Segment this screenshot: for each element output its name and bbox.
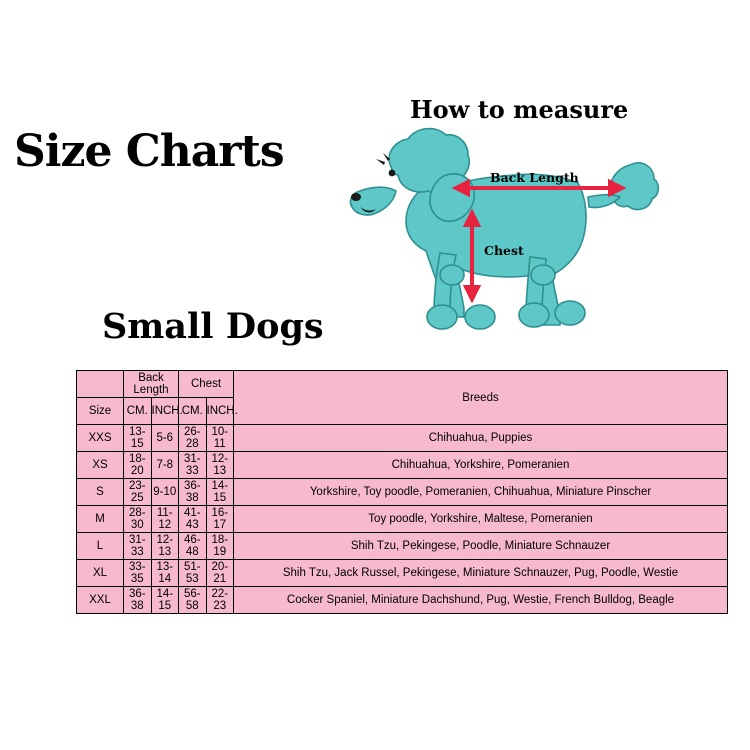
cell-breeds: Shih Tzu, Pekingese, Poodle, Miniature Schnauzer (234, 533, 728, 560)
cell-chest-cm: 36-38 (179, 479, 207, 506)
header-back-length: Back Length (124, 371, 179, 398)
cell-breeds: Chihuahua, Puppies (234, 425, 728, 452)
cell-size: XXS (77, 425, 124, 452)
cell-chest-inch: 18-19 (206, 533, 234, 560)
cell-breeds: Chihuahua, Yorkshire, Pomeranien (234, 452, 728, 479)
table-row (77, 479, 728, 506)
table-row (77, 560, 728, 587)
cell-chest-cm: 56-58 (179, 587, 207, 614)
cell-size: XL (77, 560, 124, 587)
table-group-header-row (77, 371, 728, 398)
cell-size: L (77, 533, 124, 560)
cell-chest-cm: 46-48 (179, 533, 207, 560)
table-row (77, 452, 728, 479)
cell-chest-cm: 51-53 (179, 560, 207, 587)
cell-back-inch: 5-6 (151, 425, 179, 452)
cell-back-cm: 36-38 (124, 587, 152, 614)
cell-back-cm: 18-20 (124, 452, 152, 479)
cell-size: XS (77, 452, 124, 479)
page-title: Size Charts (14, 126, 284, 177)
size-chart-table (76, 370, 728, 614)
cell-breeds: Yorkshire, Toy poodle, Pomeranien, Chihuahua, Miniature Pinscher (234, 479, 728, 506)
cell-chest-inch: 16-17 (206, 506, 234, 533)
cell-back-cm: 31-33 (124, 533, 152, 560)
cell-back-inch: 14-15 (151, 587, 179, 614)
header-back-cm: CM. (124, 398, 152, 425)
chest-label: Chest (484, 243, 524, 258)
cell-chest-inch: 10-11 (206, 425, 234, 452)
table-row (77, 506, 728, 533)
header-chest: Chest (179, 371, 234, 398)
cell-size: M (77, 506, 124, 533)
header-spacer (77, 371, 124, 398)
back-length-label: Back Length (490, 170, 579, 185)
cell-back-inch: 13-14 (151, 560, 179, 587)
cell-size: XXL (77, 587, 124, 614)
cell-back-inch: 12-13 (151, 533, 179, 560)
cell-chest-inch: 14-15 (206, 479, 234, 506)
header-size: Size (77, 398, 124, 425)
table-row (77, 587, 728, 614)
cell-size: S (77, 479, 124, 506)
header-breeds: Breeds (234, 371, 728, 425)
cell-chest-inch: 12-13 (206, 452, 234, 479)
cell-breeds: Shih Tzu, Jack Russel, Pekingese, Miniature Schnauzer, Pug, Poodle, Westie (234, 560, 728, 587)
dog-illustration (330, 125, 660, 345)
section-title: Small Dogs (102, 306, 324, 347)
cell-chest-cm: 41-43 (179, 506, 207, 533)
cell-chest-cm: 26-28 (179, 425, 207, 452)
table-row (77, 533, 728, 560)
header-chest-cm: CM. (179, 398, 207, 425)
cell-chest-cm: 31-33 (179, 452, 207, 479)
how-to-measure-title: How to measure (410, 95, 629, 124)
header-back-inch: INCH. (151, 398, 179, 425)
cell-breeds: Toy poodle, Yorkshire, Maltese, Pomeranien (234, 506, 728, 533)
header-chest-inch: INCH. (206, 398, 234, 425)
cell-breeds: Cocker Spaniel, Miniature Dachshund, Pug, Westie, French Bulldog, Beagle (234, 587, 728, 614)
cell-back-inch: 11-12 (151, 506, 179, 533)
cell-back-cm: 28-30 (124, 506, 152, 533)
cell-back-cm: 23-25 (124, 479, 152, 506)
cell-chest-inch: 22-23 (206, 587, 234, 614)
cell-back-inch: 7-8 (151, 452, 179, 479)
table-row (77, 425, 728, 452)
cell-back-cm: 33-35 (124, 560, 152, 587)
cell-back-cm: 13-15 (124, 425, 152, 452)
cell-back-inch: 9-10 (151, 479, 179, 506)
cell-chest-inch: 20-21 (206, 560, 234, 587)
